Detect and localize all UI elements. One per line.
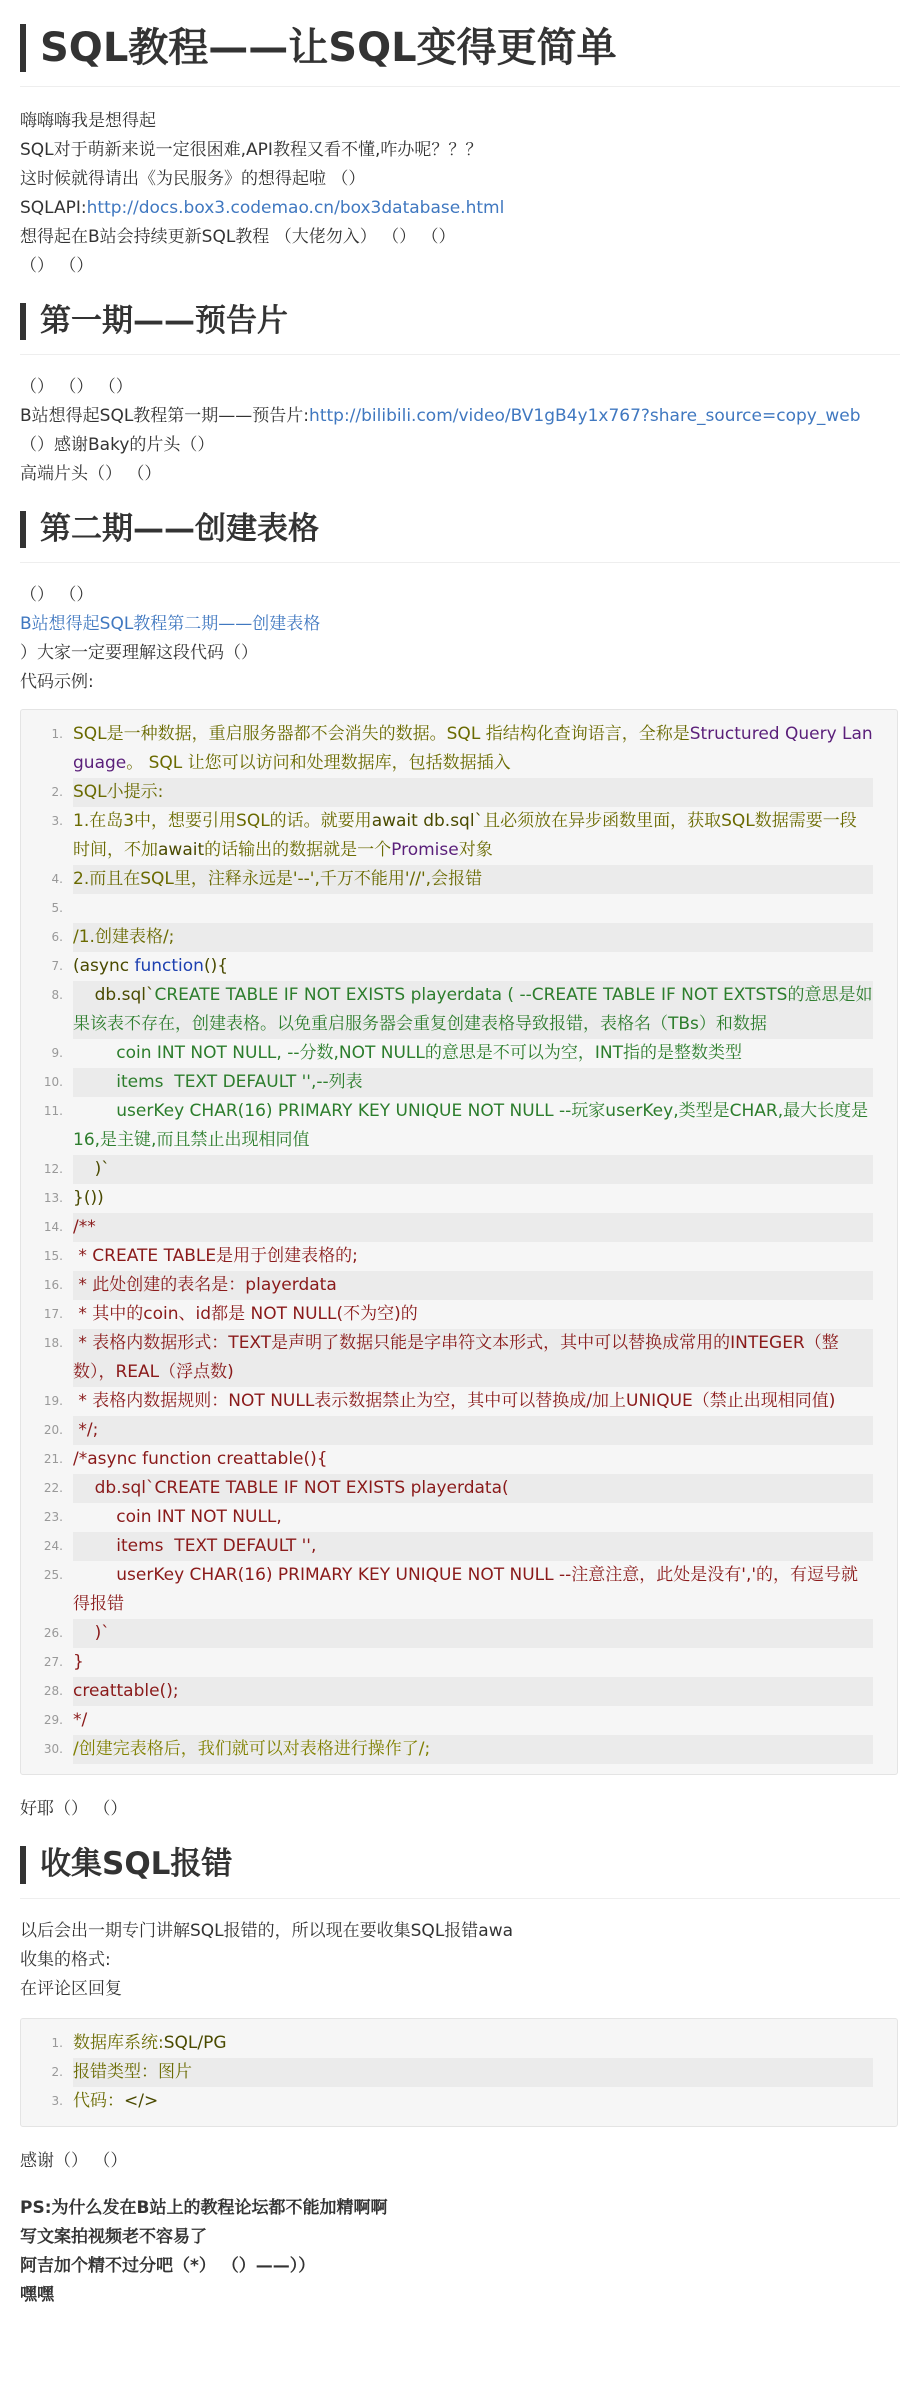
video-link[interactable]: http://bilibili.com/video/BV1gB4y1x767?share_source=copy_web xyxy=(309,406,861,427)
code-line xyxy=(21,1242,897,1271)
intro-line: 嗨嗨嗨我是想得起 xyxy=(20,111,156,131)
code-text xyxy=(73,894,873,923)
code-token: userKey CHAR(16) PRIMARY KEY UNIQUE NOT NULL --注意注意，此处是没有','的，有逗号就得报错 xyxy=(73,1565,859,1615)
code-token: (){ xyxy=(203,956,229,977)
code-text xyxy=(73,1561,873,1619)
line-number: 6. xyxy=(51,930,63,945)
code-token: db.sql` xyxy=(73,985,155,1006)
episode2-link[interactable]: B站想得起SQL教程第二期——创建表格 xyxy=(20,614,321,635)
code-token: } xyxy=(73,1652,84,1673)
code-line xyxy=(21,1445,897,1474)
intro-line: SQL对于萌新来说一定很困难,API教程又看不懂,咋办呢？？？ xyxy=(20,140,483,160)
code-token: 数据库系统: xyxy=(73,2032,164,2053)
section-heading: 第二期——创建表格 xyxy=(20,511,914,548)
line-number: 17. xyxy=(43,1307,63,1322)
code-line xyxy=(21,1648,897,1677)
code-token: * 表格内数据规则：NOT NULL表示数据禁止为空，其中可以替换成/加上UNIQUE（禁止出现相同值) xyxy=(73,1391,836,1412)
code-line xyxy=(21,865,897,894)
code-token: CREATE TABLE IF NOT EXISTS playerdata ( --CREATE TABLE IF NOT EXTSTS的意思是如果该表不存在，创建表格。以免重启服务器会重复创建表格导致报错，表格名（TBs）和数据 xyxy=(73,985,873,1035)
code-line xyxy=(21,2087,897,2116)
code-text xyxy=(73,1213,873,1242)
line-number: 16. xyxy=(43,1278,63,1293)
code-token: }()) xyxy=(73,1188,104,1209)
line-number: 24. xyxy=(43,1539,63,1554)
code-text xyxy=(73,1155,873,1184)
intro-line: （） （） xyxy=(20,256,94,276)
code-token: Promise xyxy=(391,840,459,861)
code-text xyxy=(73,1300,873,1329)
code-token: 1.在岛3中，想要引用SQL的话。就要用 xyxy=(73,811,372,832)
code-token: </> xyxy=(124,2090,159,2111)
line-number: 30. xyxy=(43,1742,63,1757)
line-number: 19. xyxy=(43,1394,63,1409)
code-text xyxy=(73,2087,873,2116)
code-token: 的话输出的数据就是一个 xyxy=(204,840,392,861)
api-link[interactable]: http://docs.box3.codemao.cn/box3database.html xyxy=(86,198,505,218)
code-text xyxy=(73,2029,873,2058)
line-number: 4. xyxy=(51,872,63,887)
code-token: 报错类型：图片 xyxy=(73,2061,192,2082)
code-token: await db.sql` xyxy=(371,811,484,832)
section3-block xyxy=(20,1917,914,2004)
line-number: 7. xyxy=(51,959,63,974)
code-text xyxy=(73,1677,873,1706)
code-token: /创建完表格后，我们就可以对表格进行操作了/; xyxy=(73,1739,431,1760)
code-token: SQL是一种数据，重启服务器都不会消失的数据。SQL 指结构化查询语言，全称是 xyxy=(73,724,690,745)
code-text xyxy=(73,1242,873,1271)
divider xyxy=(20,562,900,563)
code-text xyxy=(73,807,873,865)
code-token: 且必须放在异步函数里面，获取SQL数据需要一段时间，不加 xyxy=(73,811,857,861)
code-token: creattable(); xyxy=(73,1681,179,1702)
divider xyxy=(20,1898,900,1899)
code-block xyxy=(20,2018,898,2127)
code-token: items TEXT DEFAULT '', xyxy=(73,1536,317,1557)
code-line xyxy=(21,1039,897,1068)
code-text xyxy=(73,981,873,1039)
code-token: * 此处创建的表名是：playerdata xyxy=(73,1275,337,1296)
code-token: )` xyxy=(73,1623,110,1644)
page-title: SQL教程——让SQL变得更简单 xyxy=(20,24,914,72)
code-line xyxy=(21,1329,897,1387)
code-token: */ xyxy=(73,1710,88,1731)
intro-block xyxy=(20,107,914,281)
code-token: SQL小提示: xyxy=(73,782,164,803)
code-text xyxy=(73,1619,873,1648)
thanks-text: 感谢（） （） xyxy=(20,2150,128,2171)
code-line xyxy=(21,1532,897,1561)
code-line xyxy=(21,1735,897,1764)
code-text xyxy=(73,865,873,894)
code-token: db.sql`CREATE TABLE IF NOT EXISTS playerdata( xyxy=(73,1478,509,1499)
line-number: 11. xyxy=(43,1104,63,1119)
text-line: ）大家一定要理解这段代码（） xyxy=(20,643,258,664)
code-token: function xyxy=(134,956,204,977)
code-line xyxy=(21,981,897,1039)
code-token: coin INT NOT NULL, xyxy=(73,1507,282,1528)
line-number: 18. xyxy=(43,1336,63,1351)
section-heading: 第一期——预告片 xyxy=(20,303,914,340)
code-token: * 表格内数据形式：TEXT是声明了数据只能是字串符文本形式，其中可以替换成常用的INTEGER（整数），REAL（浮点数) xyxy=(73,1333,839,1383)
api-label: SQLAPI: xyxy=(20,198,87,218)
code-line xyxy=(21,1271,897,1300)
code-text xyxy=(73,778,873,807)
code-line xyxy=(21,720,897,778)
code-text xyxy=(73,1416,873,1445)
code-line xyxy=(21,1097,897,1155)
line-number: 13. xyxy=(43,1191,63,1206)
code-text xyxy=(73,1039,873,1068)
code-token: /*async function creattable(){ xyxy=(73,1449,328,1470)
intro-line: 想得起在B站会持续更新SQL教程 （大佬勿入） （） （） xyxy=(20,227,456,247)
code-text xyxy=(73,1068,873,1097)
code-line xyxy=(21,1155,897,1184)
code-line xyxy=(21,807,897,865)
code-line xyxy=(21,1213,897,1242)
line-number: 12. xyxy=(43,1162,63,1177)
ps-line: 嘿嘿 xyxy=(20,2284,54,2305)
code-token: 。 SQL 让您可以访问和处理数据库，包括数据插入 xyxy=(126,753,511,774)
divider xyxy=(20,86,900,87)
code-token: */; xyxy=(73,1420,99,1441)
code-line xyxy=(21,923,897,952)
code-text xyxy=(73,1445,873,1474)
section-heading: 收集SQL报错 xyxy=(20,1846,914,1883)
text-line: 在评论区回复 xyxy=(20,1978,122,1999)
line-number: 1. xyxy=(51,727,63,742)
code-line xyxy=(21,1300,897,1329)
line-number: 10. xyxy=(43,1075,63,1090)
code-text xyxy=(73,952,873,981)
line-number: 14. xyxy=(43,1220,63,1235)
code-text xyxy=(73,1184,873,1213)
intro-api-line xyxy=(20,194,914,223)
line-number: 27. xyxy=(43,1655,63,1670)
code-text xyxy=(73,1735,873,1764)
code-text xyxy=(73,1474,873,1503)
code-text xyxy=(73,2058,873,2087)
line-number: 23. xyxy=(43,1510,63,1525)
code-token: * CREATE TABLE是用于创建表格的; xyxy=(73,1246,358,1267)
line-number: 22. xyxy=(43,1481,63,1496)
code-text xyxy=(73,1648,873,1677)
code-line xyxy=(21,1503,897,1532)
ps-line: 写文案拍视频老不容易了 xyxy=(20,2226,207,2247)
code-line xyxy=(21,1068,897,1097)
code-token: items TEXT DEFAULT '',--列表 xyxy=(73,1072,363,1093)
code-line xyxy=(21,2058,897,2087)
code-token: 对象 xyxy=(458,840,493,861)
line-number: 28. xyxy=(43,1684,63,1699)
text-line: 高端片头（） （） xyxy=(20,464,162,485)
video-line xyxy=(20,402,914,431)
code-token: /** xyxy=(73,1217,96,1238)
line-number: 9. xyxy=(51,1046,63,1061)
code-token: * 其中的coin、id都是 NOT NULL(不为空)的 xyxy=(73,1304,418,1325)
text-line: （） （） （） xyxy=(20,377,133,398)
line-number: 21. xyxy=(43,1452,63,1467)
code-token: await xyxy=(158,840,205,861)
line-number: 26. xyxy=(43,1626,63,1641)
line-number: 25. xyxy=(43,1568,63,1583)
code-text xyxy=(73,1329,873,1387)
code-token: 代码： xyxy=(73,2090,124,2111)
text-line: 代码示例: xyxy=(20,672,94,693)
code-line xyxy=(21,2029,897,2058)
line-number: 15. xyxy=(43,1249,63,1264)
text-line: 收集的格式: xyxy=(20,1949,111,1970)
line-number: 1. xyxy=(51,2035,63,2050)
code-token: userKey CHAR(16) PRIMARY KEY UNIQUE NOT NULL --玩家userKey,类型是CHAR,最大长度是16,是主键,而且禁止出现相同值 xyxy=(73,1101,869,1151)
code-line xyxy=(21,1619,897,1648)
code-token: Structured Query Language xyxy=(73,724,873,774)
code-text xyxy=(73,1271,873,1300)
code-token: (async xyxy=(73,956,135,977)
ps-line: 阿吉加个精不过分吧（*） （）——）） xyxy=(20,2255,316,2276)
section1-block xyxy=(20,373,914,489)
line-number: 3. xyxy=(51,2093,63,2108)
code-text xyxy=(73,720,873,778)
ps-line: PS:为什么发在B站上的教程论坛都不能加精啊啊 xyxy=(20,2197,388,2218)
line-number: 3. xyxy=(51,814,63,829)
code-text xyxy=(73,923,873,952)
text-line: 以后会出一期专门讲解SQL报错的，所以现在要收集SQL报错awa xyxy=(20,1920,514,1941)
code-token: )` xyxy=(73,1159,110,1180)
text-line: （）感谢Baky的片头（） xyxy=(20,435,215,456)
code-text xyxy=(73,1532,873,1561)
line-number: 20. xyxy=(43,1423,63,1438)
after-code-text: 好耶（） （） xyxy=(20,1799,128,1820)
line-number: 5. xyxy=(51,901,63,916)
divider xyxy=(20,354,900,355)
code-line xyxy=(21,778,897,807)
code-line xyxy=(21,1184,897,1213)
code-text xyxy=(73,1706,873,1735)
code-line xyxy=(21,1561,897,1619)
line-number: 29. xyxy=(43,1713,63,1728)
line-number: 8. xyxy=(51,988,63,1003)
code-token: SQL/PG xyxy=(163,2032,227,2053)
line-number: 2. xyxy=(51,785,63,800)
intro-line: 这时候就得请出《为民服务》的想得起啦 （） xyxy=(20,169,366,189)
code-text xyxy=(73,1097,873,1155)
code-line xyxy=(21,894,897,923)
text-line: （） （） xyxy=(20,585,94,606)
code-token: 2.而且在SQL里，注释永远是'--',千万不能用'//',会报错 xyxy=(73,869,483,890)
code-text xyxy=(73,1387,873,1416)
code-token: coin INT NOT NULL, --分数,NOT NULL的意思是不可以为空，INT指的是整数类型 xyxy=(73,1043,742,1064)
line-number: 2. xyxy=(51,2064,63,2079)
code-line xyxy=(21,1387,897,1416)
code-block xyxy=(20,709,898,1775)
code-line xyxy=(21,952,897,981)
ps-block xyxy=(20,2194,914,2310)
video-label: B站想得起SQL教程第一期——预告片: xyxy=(20,406,310,427)
section2-block xyxy=(20,581,914,697)
code-line xyxy=(21,1677,897,1706)
code-token: /1.创建表格/; xyxy=(73,927,175,948)
code-line xyxy=(21,1416,897,1445)
code-line xyxy=(21,1706,897,1735)
code-line xyxy=(21,1474,897,1503)
code-text xyxy=(73,1503,873,1532)
